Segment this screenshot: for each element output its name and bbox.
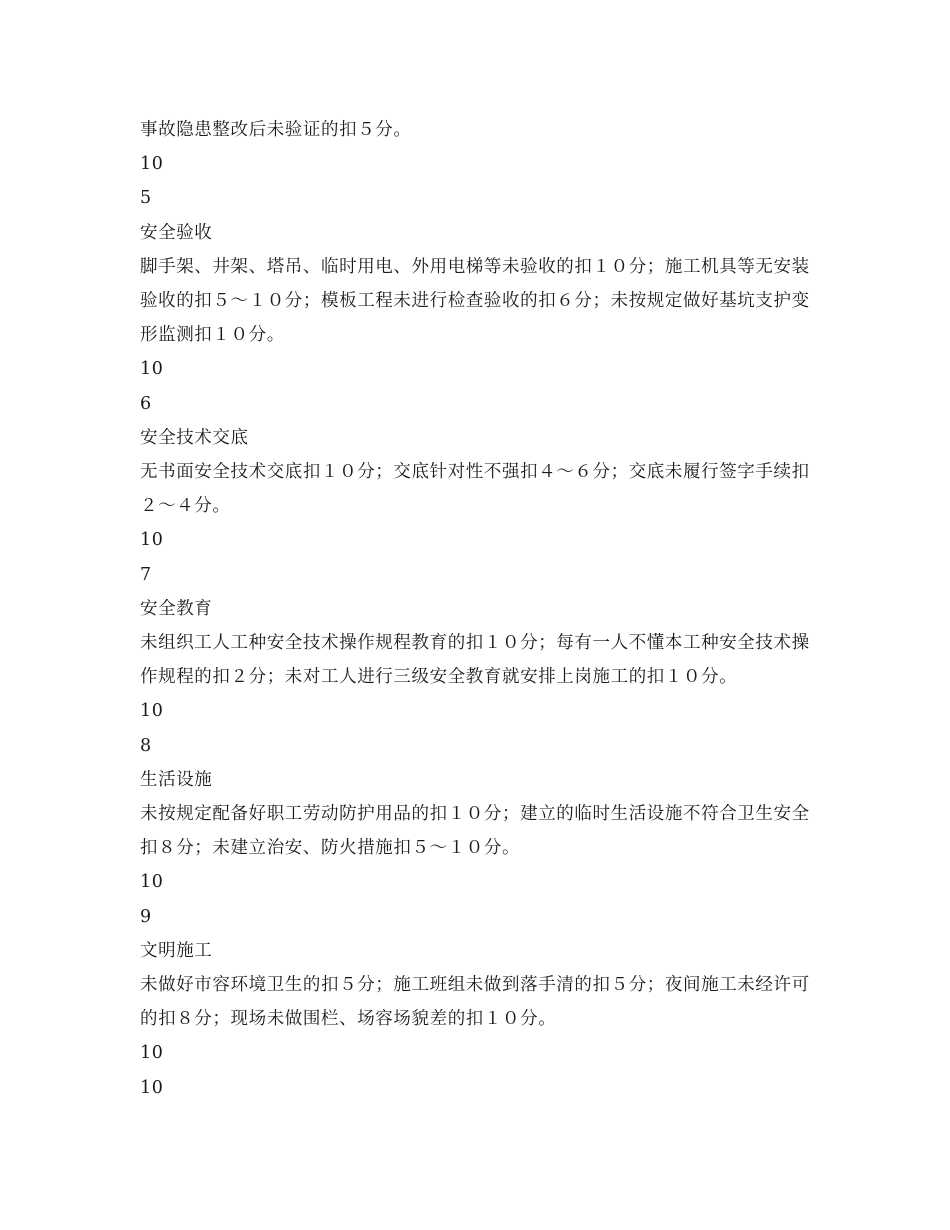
item-title: 文明施工: [140, 940, 213, 961]
item-number: 10: [140, 1077, 164, 1098]
document-body: [140, 113, 812, 1105]
item-number: 7: [140, 564, 152, 585]
max-score: 10: [140, 154, 164, 175]
item-title: 安全教育: [140, 598, 213, 619]
item-title: 安全验收: [140, 222, 213, 243]
item-number: 8: [140, 735, 152, 756]
max-score: 10: [140, 872, 164, 893]
item-number: 9: [140, 906, 152, 927]
deduction-text: 未组织工人工种安全技术操作规程教育的扣１０分；每有一人不懂本工种安全技术操作规程的扣２分；未对工人进行三级安全教育就安排上岗施工的扣１０分。: [140, 633, 810, 688]
max-score: 10: [140, 530, 164, 551]
item-title: 安全技术交底: [140, 427, 249, 448]
deduction-text: 事故隐患整改后未验证的扣５分。: [140, 120, 412, 140]
item-number: 6: [140, 393, 152, 414]
max-score: 10: [140, 359, 164, 380]
max-score: 10: [140, 1043, 164, 1064]
deduction-text: 未按规定配备好职工劳动防护用品的扣１０分；建立的临时生活设施不符合卫生安全扣８分；未建立治安、防火措施扣５～１０分。: [140, 804, 810, 859]
deduction-text: 无书面安全技术交底扣１０分；交底针对性不强扣４～６分；交底未履行签字手续扣２～４分。: [140, 462, 810, 517]
item-number: 5: [140, 188, 152, 209]
item-title: 生活设施: [140, 769, 213, 790]
max-score: 10: [140, 701, 164, 722]
deduction-text: 脚手架、井架、塔吊、临时用电、外用电梯等未验收的扣１０分；施工机具等无安装验收的扣５～１０分；模板工程未进行检查验收的扣６分；未按规定做好基坑支护变形监测扣１０分。: [140, 256, 810, 346]
deduction-text: 未做好市容环境卫生的扣５分；施工班组未做到落手清的扣５分；夜间施工未经许可的扣８分；现场未做围栏、场容场貌差的扣１０分。: [140, 975, 810, 1030]
